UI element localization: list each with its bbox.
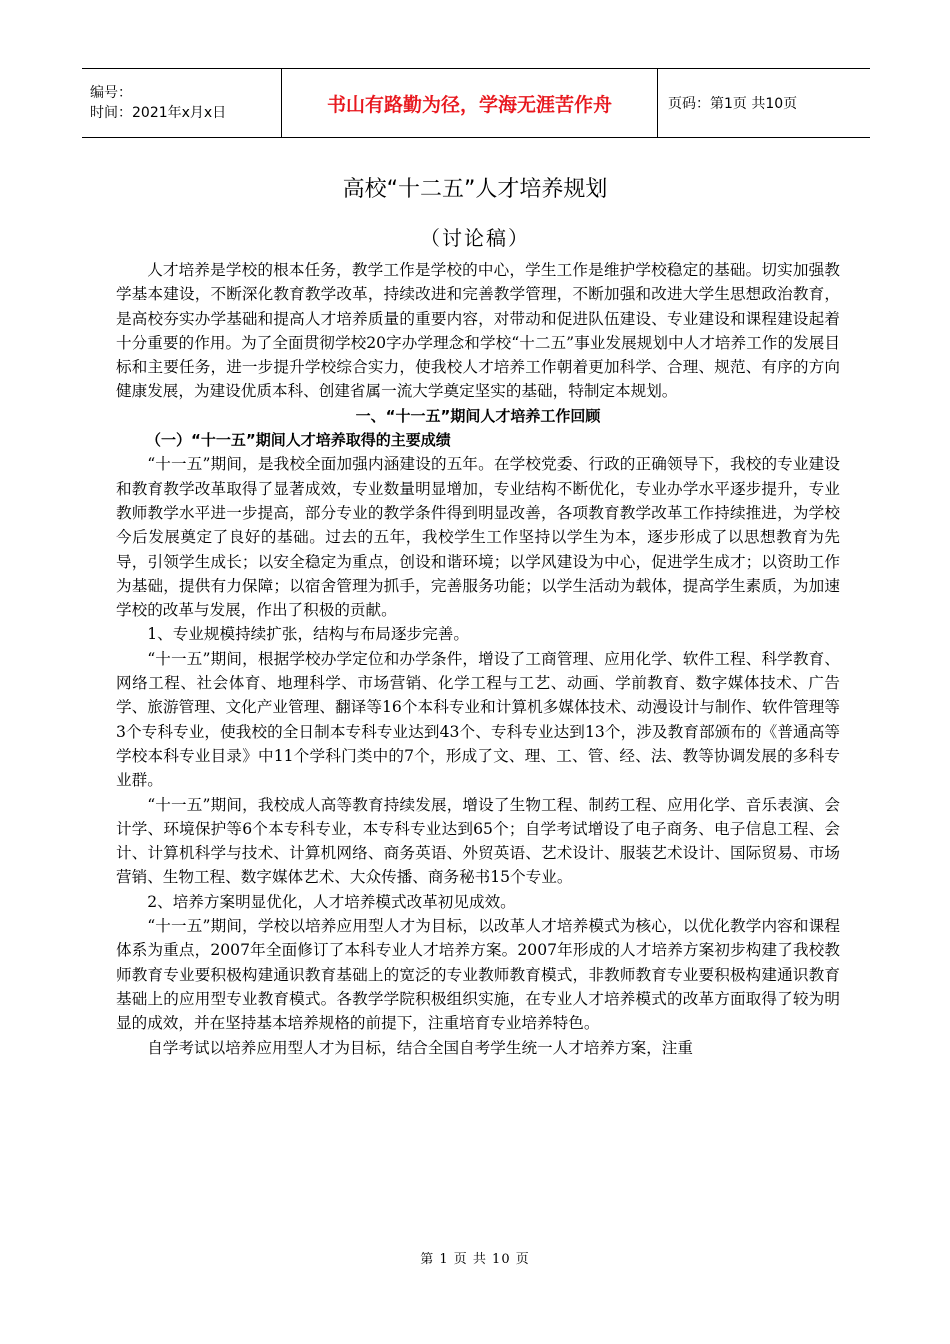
numbered-item-heading: 1、专业规模持续扩张，结构与布局逐步完善。 [147,625,469,644]
numbered-item-heading: 2、培养方案明显优化，人才培养模式改革初见成效。 [147,892,516,911]
header-page-label: 页码：第1页 共10页 [668,96,798,112]
body-paragraph: “十一五”期间，我校成人高等教育持续发展，增设了生物工程、制药工程、应用化学、音乐表演、会计学、环境保护等6个本专科专业，本专科专业达到65个；自学考试增设了电子商务、电子信息工程、会计、计算机科学与技术、计算机网络、商务英语、外贸英语、艺术设计、服装艺术设计、国际贸易、市场营销、生物工程、数字媒体艺术、大众传播、商务秘书15个专业。 [116,795,840,887]
header-meta [82,69,282,137]
body-paragraph: “十一五”期间，学校以培养应用型人才为目标，以改革人才培养模式为核心，以优化教学内容和课程体系为重点，2007年全面修订了本科专业人才培养方案。2007年形成的人才培养方案初步构建了我校教师教育专业要积极构建通识教育基础上的宽泛的专业教师教育模式，非教师教育专业要积极构建通识教育基础上的应用型专业教育模式。各教学学院积极组织实施，在专业人才培养模式的改革方面取得了较为明显的成效，并在坚持基本培养规格的前提下，注重培育专业培养特色。 [116,917,840,1033]
header-motto: 书山有路勤为径，学海无涯苦作舟 [282,69,658,137]
document-body [116,258,840,1060]
document-subtitle: （讨论稿） [420,226,530,250]
intro-paragraph: 人才培养是学校的根本任务，教学工作是学校的中心，学生工作是维护学校稳定的基础。切实加强教学基本建设，不断深化教育教学改革，持续改进和完善教学管理，不断加强和改进大学生思想政治教育，是高校夯实办学基础和提高人才培养质量的重要内容，对带动和促进队伍建设、专业建设和课程建设起着十分重要的作用。为了全面贯彻学校20字办学理念和学校“十二五”事业发展规划中人才培养工作的发展目标和主要任务，进一步提升学校综合实力，使我校人才培养工作朝着更加科学、合理、规范、有序的方向健康发展，为建设优质本科、创建省属一流大学奠定坚实的基础，特制定本规划。 [116,261,840,401]
subsection-heading: （一）“十一五”期间人才培养取得的主要成绩 [146,431,451,450]
section-heading: 一、“十一五”期间人才培养工作回顾 [355,406,601,425]
body-paragraph: “十一五”期间，根据学校办学定位和办学条件，增设了工商管理、应用化学、软件工程、科学教育、网络工程、社会体育、地理科学、市场营销、化学工程与工艺、动画、学前教育、数字媒体技术、广告学、旅游管理、文化产业管理、翻译等16个本科专业和计算机多媒体技术、动漫设计与制作、软件管理等3个专科专业，使我校的全日制本专科专业达到43个、专科专业达到13个，涉及教育部颁布的《普通高等学校本科专业目录》中11个学科门类中的7个，形成了文、理、工、管、经、法、教等协调发展的多科专业群。 [116,649,840,790]
body-paragraph: “十一五”期间，是我校全面加强内涵建设的五年。在学校党委、行政的正确领导下，我校的专业建设和教育教学改革取得了显著成效，专业数量明显增加，专业结构不断优化，专业办学水平逐步提升，专业教师教学水平进一步提高，部分专业的教学条件得到明显改善，各项教育教学改革工作持续推进，为学校今后发展奠定了良好的基础。过去的五年，我校学生工作坚持以学生为本，逐步形成了以思想教育为先导，引领学生成长；以安全稳定为重点，创设和谐环境；以学风建设为中心，促进学生成才；以资助工作为基础，提供有力保障；以宿舍管理为抓手，完善服务功能；以学生活动为载体，提高学生素质，为加速学校的改革与发展，作出了积极的贡献。 [116,455,840,620]
page-footer: 第 1 页 共 10 页 [420,1252,530,1267]
page-header [82,68,870,138]
document-time-label: 时间：2021年x月x日 [90,105,227,121]
document-title: 高校“十二五”人才培养规划 [342,177,608,202]
document-number-label: 编号： [90,85,132,101]
body-paragraph: 自学考试以培养应用型人才为目标，结合全国自考学生统一人才培养方案，注重 [147,1038,693,1057]
